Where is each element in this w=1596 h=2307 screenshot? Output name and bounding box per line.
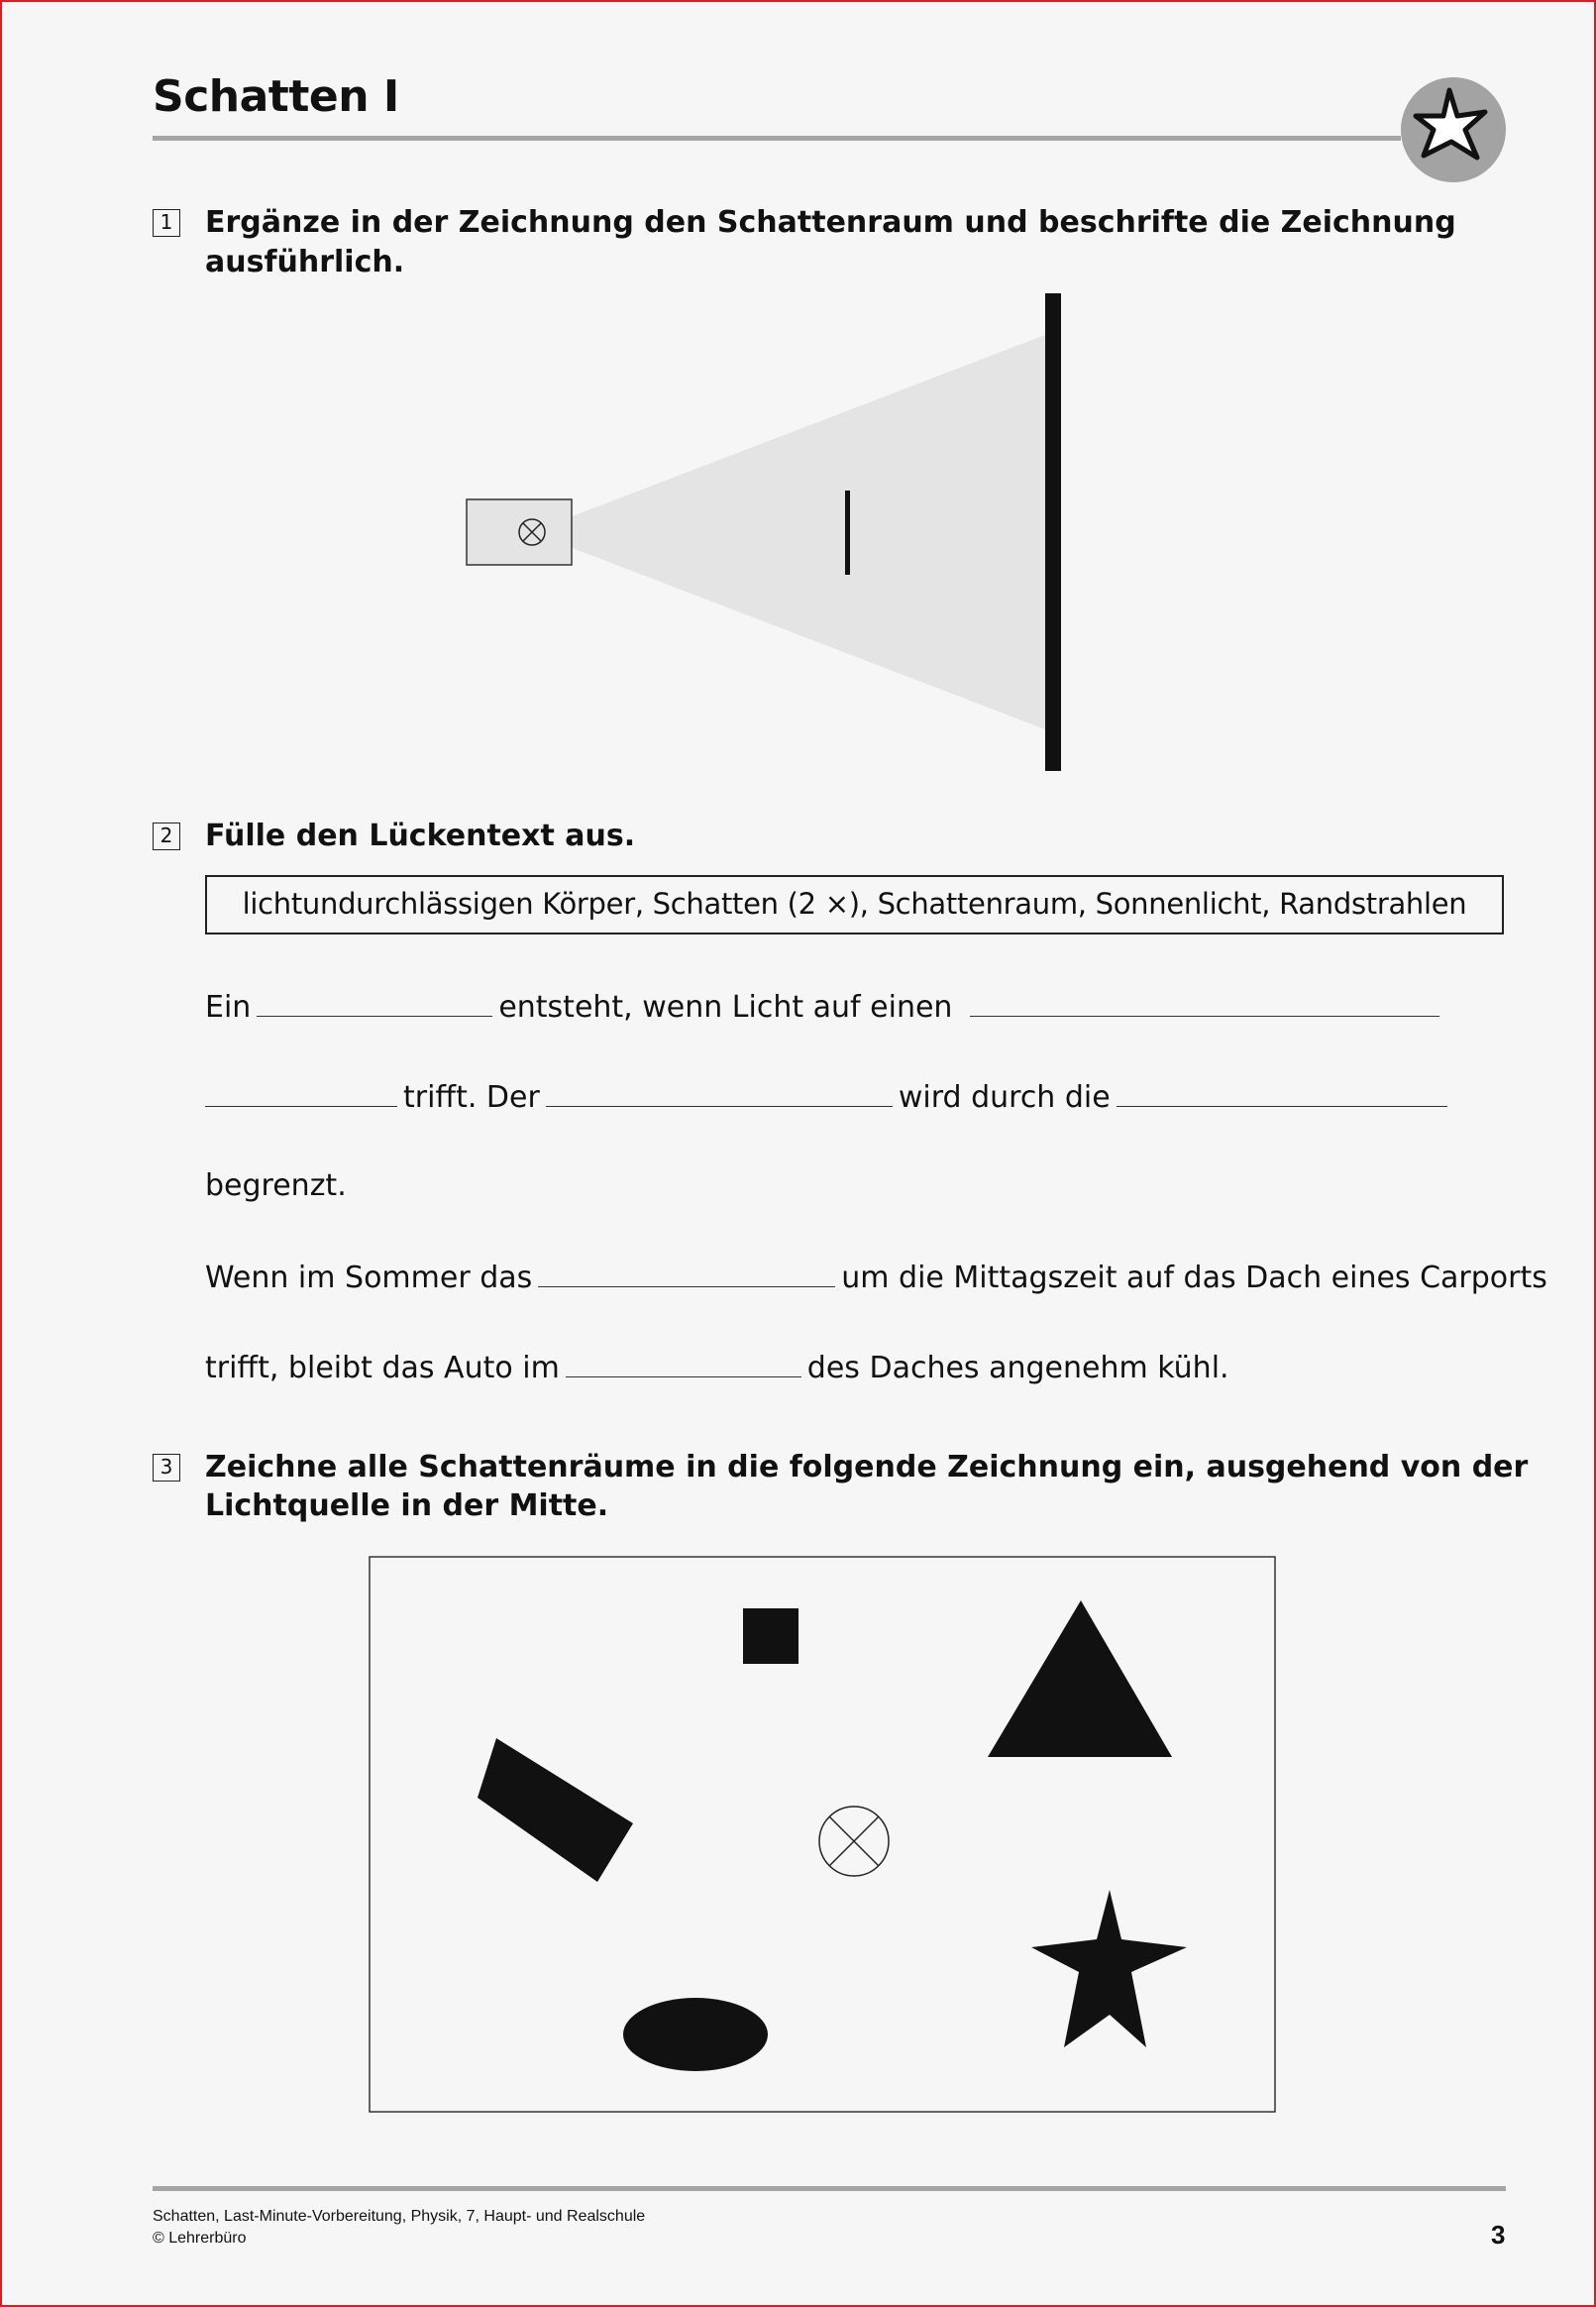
gap-line-1: Ein entsteht, wenn Licht auf einen	[205, 986, 1445, 1028]
task-3-instruction-line1: Zeichne alle Schattenräume in die folgende Zeichnung ein, ausgehend von der	[205, 1450, 1529, 1484]
gap-line-3: begrenzt.	[205, 1168, 347, 1203]
task-3-number: 3	[153, 1454, 180, 1482]
gap-blank[interactable]	[970, 986, 1439, 1017]
gap-blank[interactable]	[205, 1076, 397, 1107]
title-rule	[153, 136, 1401, 141]
screen-wall	[1045, 293, 1061, 771]
task-2-number: 2	[153, 823, 180, 850]
task-1-instruction: Ergänze in der Zeichnung den Schattenraum und beschrifte die Zeichnung ausführlich.	[205, 205, 1456, 279]
task-3-instruction-line2: Lichtquelle in der Mitte.	[205, 1488, 609, 1523]
gap-line-4: Wenn im Sommer das um die Mittagszeit auf das Dach eines Carports	[205, 1257, 1547, 1298]
light-source-icon	[819, 1807, 889, 1876]
task-2-instruction: Fülle den Lückentext aus.	[205, 819, 636, 853]
task-1-number: 1	[153, 209, 180, 237]
ellipse-object	[623, 1998, 768, 2071]
word-bank: lichtundurchlässigen Körper, Schatten (2 ×), Schattenraum, Sonnenlicht, Randstrahlen	[205, 875, 1504, 934]
gap-line-5: trifft, bleibt das Auto im des Daches angenehm kühl.	[205, 1347, 1229, 1388]
opaque-object	[845, 491, 850, 575]
square-object	[743, 1608, 798, 1664]
gap-blank[interactable]	[1117, 1076, 1447, 1107]
footer-source: Schatten, Last-Minute-Vorbereitung, Physik, 7, Haupt- und Realschule	[153, 2208, 646, 2225]
star-icon	[1400, 76, 1507, 183]
gap-blank[interactable]	[546, 1076, 893, 1107]
shadow-drawing-area[interactable]	[369, 1556, 1278, 2113]
light-cone-diagram	[456, 287, 1070, 783]
triangle-object	[988, 1600, 1172, 1757]
gap-blank[interactable]	[566, 1347, 801, 1377]
footer-rule	[153, 2186, 1506, 2191]
rectangle-object	[478, 1738, 633, 1882]
light-cone	[570, 333, 1050, 731]
gap-blank[interactable]	[257, 986, 492, 1017]
page-title: Schatten I	[153, 71, 399, 122]
page-number: 3	[1491, 2220, 1506, 2250]
gap-line-2: trifft. Der wird durch die	[205, 1076, 1453, 1118]
footer-copyright: © Lehrerbüro	[153, 2230, 247, 2247]
star-object	[1031, 1890, 1187, 2047]
gap-blank[interactable]	[538, 1257, 835, 1287]
